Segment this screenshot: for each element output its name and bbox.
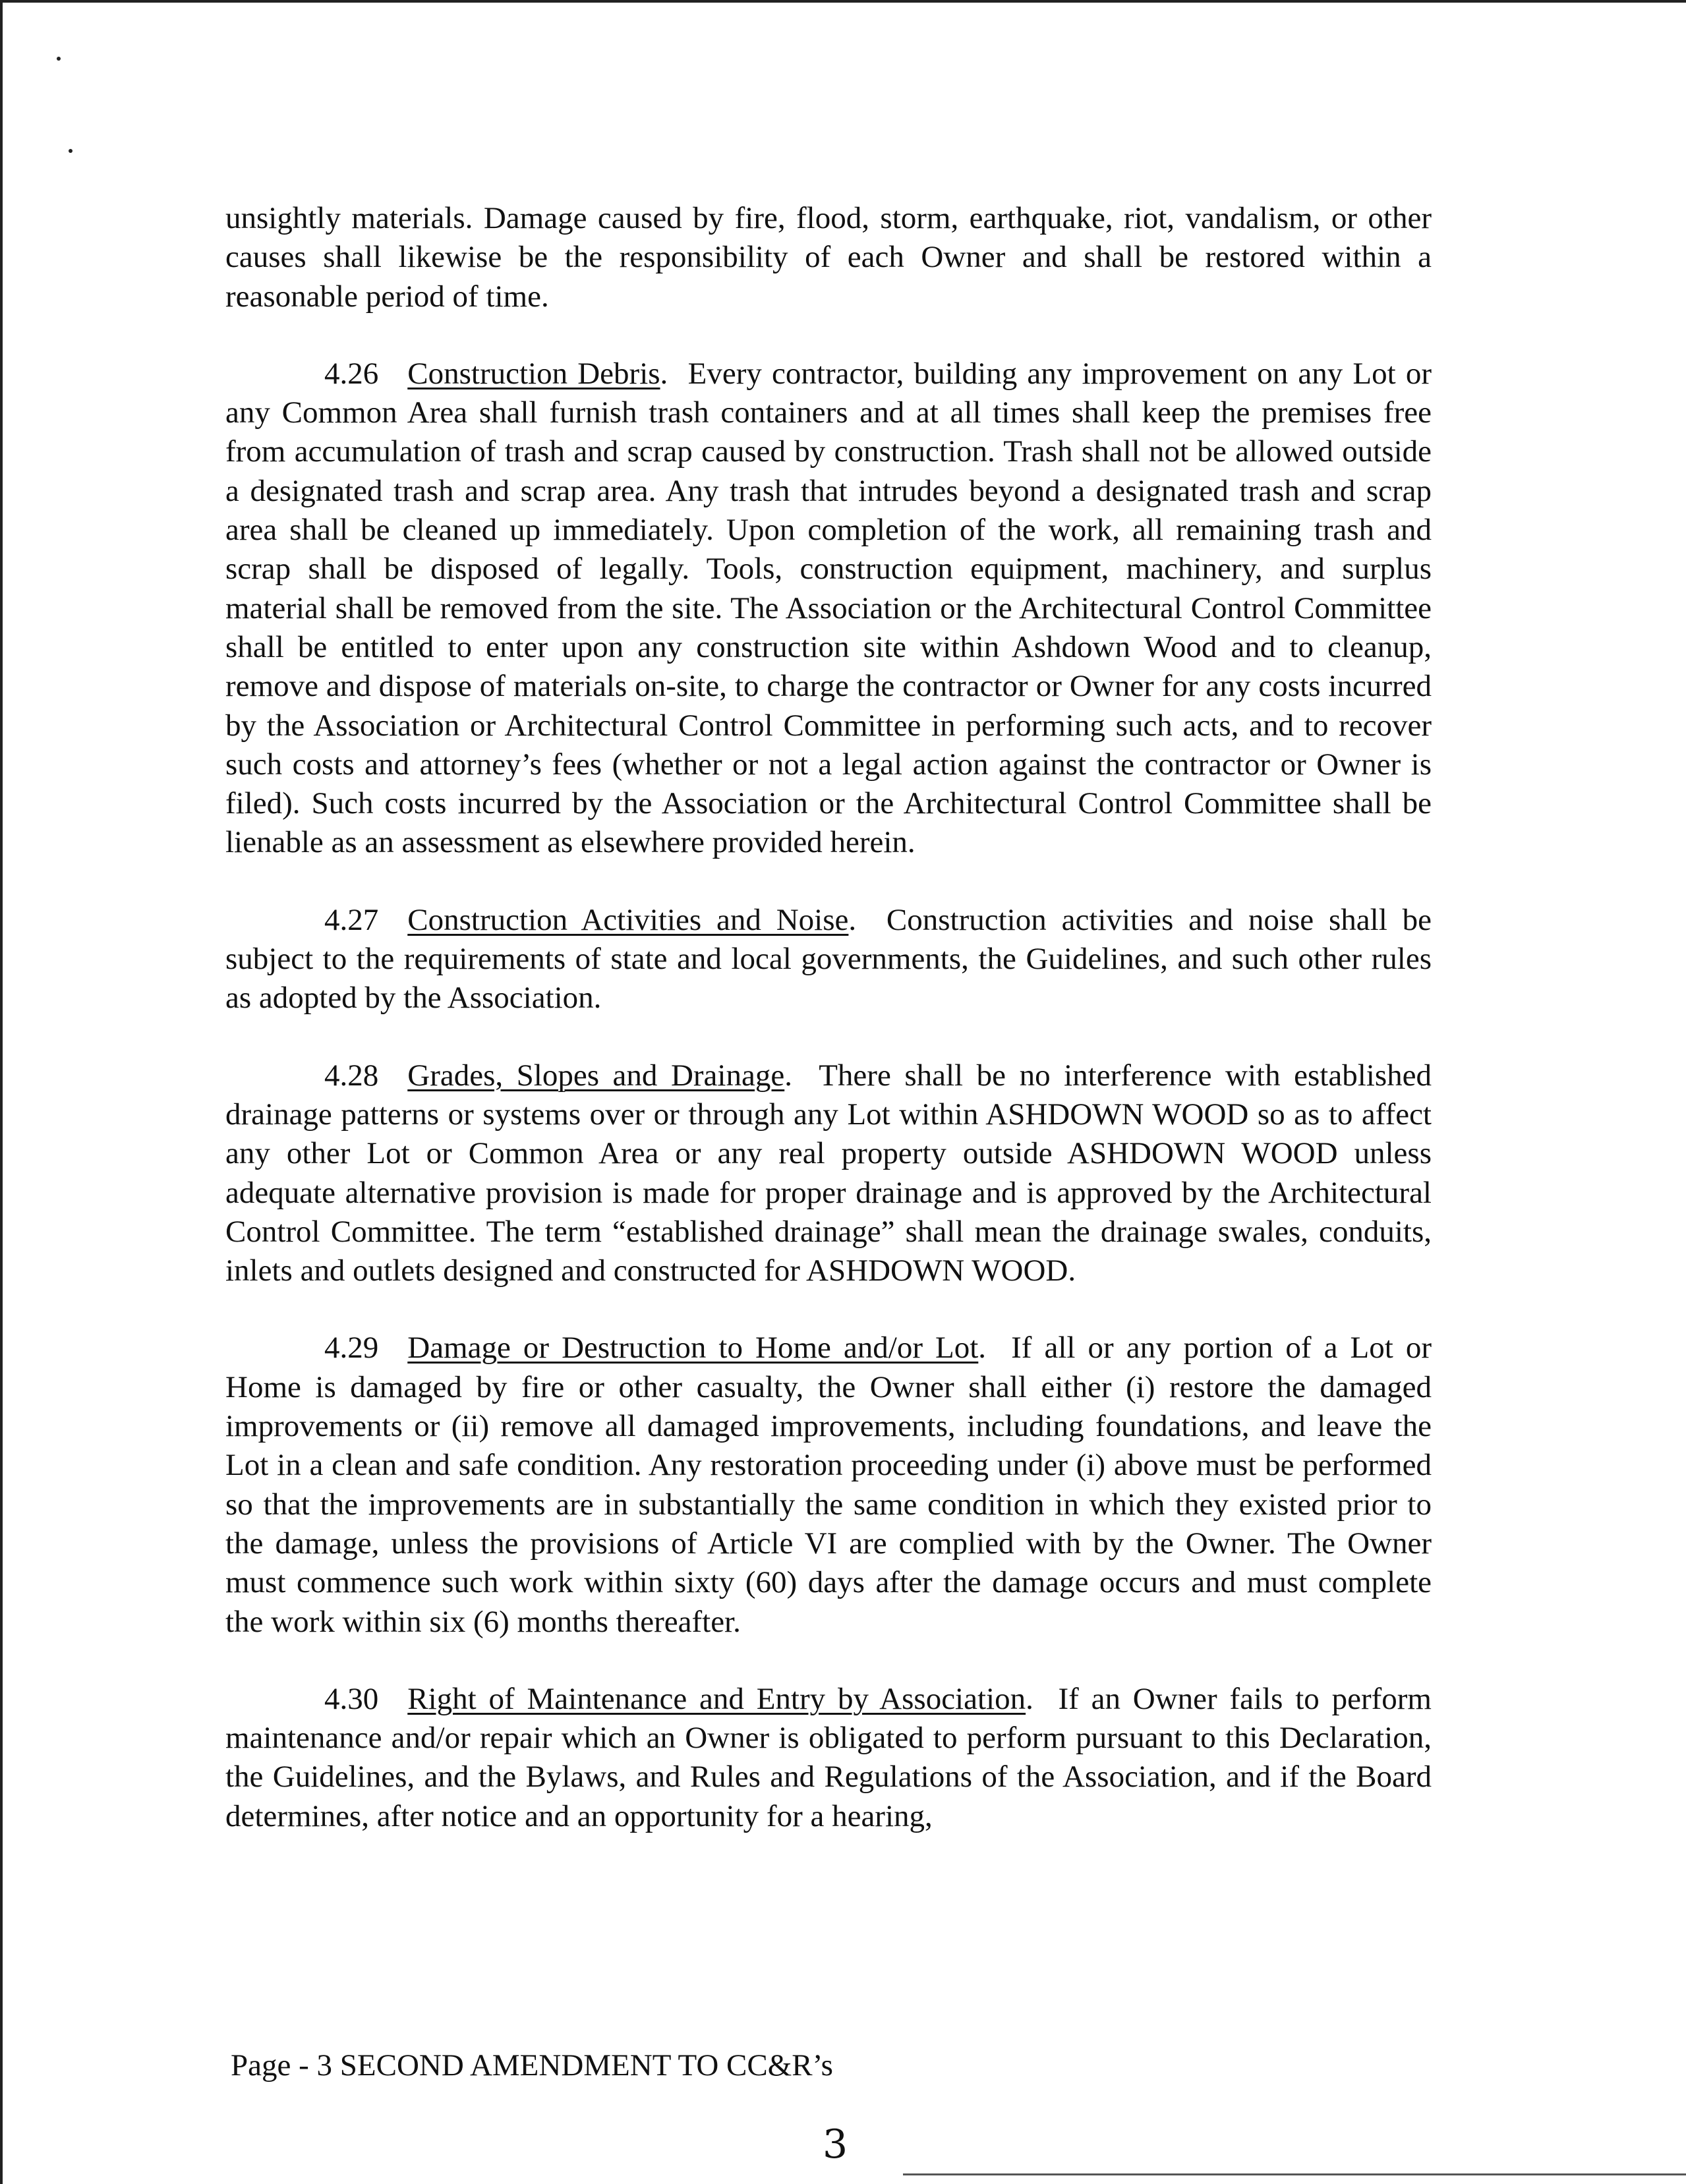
section-number: 4.29 [324, 1331, 379, 1365]
section-body: There shall be no interference with established drainage patterns or systems over or through any Lot within ASHDOWN WOOD so as to affect any other Lot or Common Area or any real property outside ASHDOWN WOOD unless adequate alternative provision is made for proper drainage and is approved by the Architectural Control Committee. The term “established drainage” shall mean the drainage swales, conduits, inlets and outlets designed and constructed for ASHDOWN WOOD. [225, 1058, 1432, 1288]
handwritten-page-number: 3 [823, 2121, 848, 2168]
section-number: 4.26 [324, 356, 379, 391]
section-body: Construction activities and noise shall be subject to the requirements of state and local governments, the Guidelines, and such other rules as adopted by the Association. [225, 902, 1432, 1016]
continued-paragraph: unsightly materials. Damage caused by fire, flood, storm, earthquake, riot, vandalism, or other causes shall likewise be the responsibility of each Owner and shall be restored within a reasonable period of time. [225, 201, 1432, 314]
section-heading: Grades, Slopes and Drainage [407, 1058, 785, 1093]
section-number: 4.28 [324, 1058, 379, 1093]
section-4-30: 4.30 Right of Maintenance and Entry by Association. If an Owner fails to perform maintenance and/or repair which an Owner is obligated to perform pursuant to this Declaration, the Guidelines, and the Bylaws, and Rules and Regulations of the Association, and if the Board determines, after notice and an opportunity for a hearing, [225, 1680, 1432, 1836]
scan-speck [57, 57, 61, 61]
section-body: Every contractor, building any improvement on any Lot or any Common Area shall furnish trash containers and at all times shall keep the premises free from accumulation of trash and scrap caused by construction. Trash shall not be allowed outside a designated trash and scrap area. Any trash that intrudes beyond a designated trash and scrap area shall be cleaned up immediately. Upon completion of the work, all remaining trash and scrap shall be disposed of legally. Tools, construction equipment, machinery, and surplus material shall be removed from the site. The Association or the Architectural Control Committee shall be entitled to enter upon any construction site within Ashdown Wood and to cleanup, remove and dispose of materials on-site, to charge the contractor or Owner for any costs incurred by the Association or Architectural Control Committee in performing such acts, and to recover such costs and attorney’s fees (whether or not a legal action against the contractor or Owner is filed). Such costs incurred by the Association or the Architectural Control Committee shall be lienable as an assessment as elsewhere provided herein. [225, 356, 1432, 860]
section-4-26: 4.26 Construction Debris. Every contractor, building any improvement on any Lot or any Common Area shall furnish trash containers and at all times shall keep the premises free from accumulation of trash and scrap caused by construction. Trash shall not be allowed outside a designated trash and scrap area. Any trash that intrudes beyond a designated trash and scrap area shall be cleaned up immediately. Upon completion of the work, all remaining trash and scrap shall be disposed of legally. Tools, construction equipment, machinery, and surplus material shall be removed from the site. The Association or the Architectural Control Committee shall be entitled to enter upon any construction site within Ashdown Wood and to cleanup, remove and dispose of materials on-site, to charge the contractor or Owner for any costs incurred by the Association or Architectural Control Committee in performing such acts, and to recover such costs and attorney’s fees (whether or not a legal action against the contractor or Owner is filed). Such costs incurred by the Association or the Architectural Control Committee shall be lienable as an assessment as elsewhere provided herein. [225, 355, 1432, 863]
bottom-rule [903, 2173, 1686, 2175]
section-heading: Damage or Destruction to Home and/or Lot [407, 1331, 979, 1365]
scan-edge-left [0, 0, 3, 2184]
section-heading: Right of Maintenance and Entry by Association [407, 1681, 1026, 1716]
section-heading: Construction Activities and Noise [407, 902, 849, 937]
section-heading: Construction Debris [407, 356, 660, 391]
section-body: If an Owner fails to perform maintenance and/or repair which an Owner is obligated to perform pursuant to this Declaration, the Guidelines, and the Bylaws, and Rules and Regulations of the Association, and if the Board determines, after notice and an opportunity for a hearing, [225, 1681, 1432, 1833]
section-4-29: 4.29 Damage or Destruction to Home and/or Lot. If all or any portion of a Lot or Home is damaged by fire or other casualty, the Owner shall either (i) restore the damaged improvements or (ii) remove all damaged improvements, including foundations, and leave the Lot in a clean and safe condition. Any restoration proceeding under (i) above must be performed so that the improvements are in substantially the same condition in which they existed prior to the damage, unless the provisions of Article VI are complied with by the Owner. The Owner must commence such work within sixty (60) days after the damage occurs and must complete the work within six (6) months thereafter. [225, 1329, 1432, 1641]
section-number: 4.30 [324, 1681, 379, 1716]
section-body: If all or any portion of a Lot or Home is damaged by fire or other casualty, the Owner shall either (i) restore the damaged improvements or (ii) remove all damaged improvements, including foundations, and leave the Lot in a clean and safe condition. Any restoration proceeding under (i) above must be performed so that the improvements are in substantially the same condition in which they existed prior to the damage, unless the provisions of Article VI are complied with by the Owner. The Owner must commence such work within sixty (60) days after the damage occurs and must complete the work within six (6) months thereafter. [225, 1331, 1432, 1639]
section-number: 4.27 [324, 902, 379, 937]
document-body [225, 199, 1432, 1874]
section-4-28: 4.28 Grades, Slopes and Drainage. There shall be no interference with established drainage patterns or systems over or through any Lot within ASHDOWN WOOD so as to affect any other Lot or Common Area or any real property outside ASHDOWN WOOD unless adequate alternative provision is made for proper drainage and is approved by the Architectural Control Committee. The term “established drainage” shall mean the drainage swales, conduits, inlets and outlets designed and constructed for ASHDOWN WOOD. [225, 1056, 1432, 1291]
scan-speck [69, 149, 73, 153]
section-4-27: 4.27 Construction Activities and Noise. Construction activities and noise shall be subject to the requirements of state and local governments, the Guidelines, and such other rules as adopted by the Association. [225, 901, 1432, 1018]
page-footer: Page - 3 SECOND AMENDMENT TO CC&R’s [231, 2048, 833, 2083]
scan-edge-top [0, 0, 1686, 3]
